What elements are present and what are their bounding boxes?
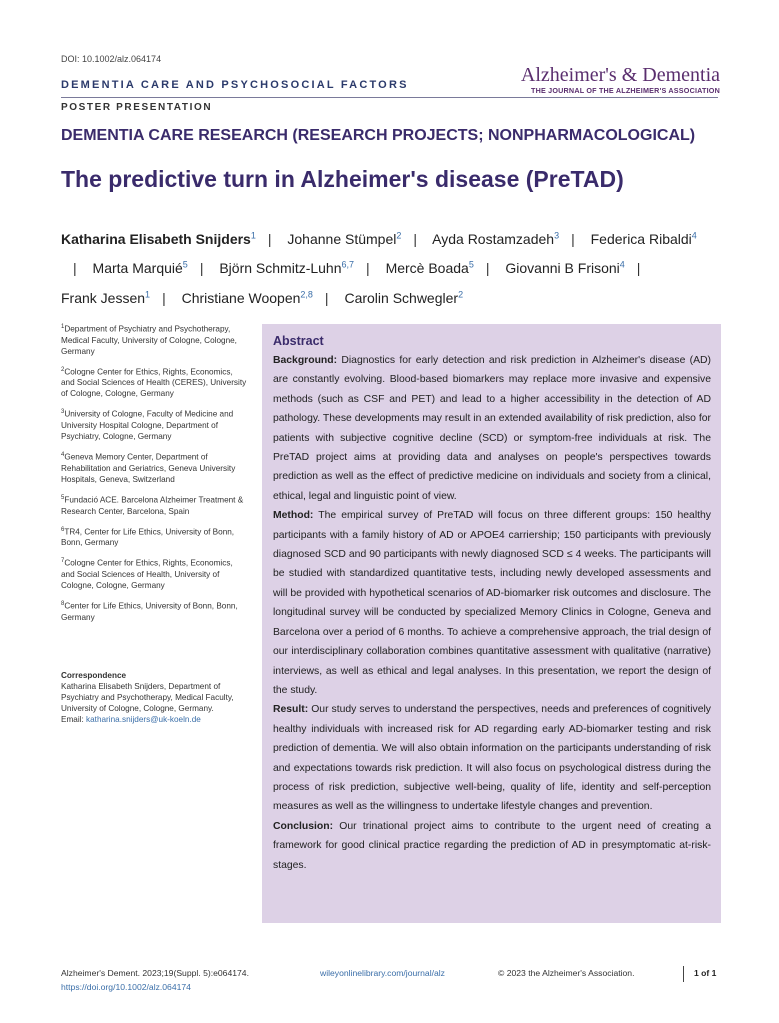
author-separator: | [73,260,77,277]
footer-copyright: © 2023 the Alzheimer's Association. [498,968,635,978]
affiliation-number: 3 [61,409,65,416]
author-name-text: Marta Marquié [92,260,183,277]
author-name [93,260,188,276]
author-name [182,290,313,306]
abstract-conclusion [273,817,711,875]
doi-line: DOI: 10.1002/alz.064174 [61,54,162,64]
author-name [386,260,474,276]
author-name [432,231,559,247]
affiliation-item [61,407,247,442]
journal-name: Alzheimer's & Dementia [520,64,720,86]
affiliation-number: 1 [61,324,65,330]
affiliation-text: Fundació ACE. Barcelona Alzheimer Treatment & Research Center, Barcelona, Spain [61,495,244,516]
article-title: The predictive turn in Alzheimer's disease (PreTAD) [61,166,624,192]
affiliation-item [61,450,247,485]
author-separator: | [636,260,641,277]
journal-logo [500,64,720,95]
author-affiliation-ref: 2 [458,289,464,300]
affiliation-item [61,493,247,517]
author-affiliation-ref: 5 [468,259,474,270]
author-name-text: Christiane Woopen [181,289,301,306]
author-name-text: Federica Ribaldi [590,230,692,247]
email-label: Email: [61,715,87,724]
author-name [219,260,354,276]
conclusion-label: Conclusion: [273,820,334,832]
author-name-text: Björn Schmitz-Luhn [219,260,342,277]
abstract-box [262,324,721,923]
background-label: Background: [273,355,338,366]
affiliation-text: Geneva Memory Center, Department of Rehabilitation and Geriatrics, Geneva University Hospitals, Geneva, Switzerland [61,452,236,484]
affiliation-item [61,365,247,400]
affiliation-number: 7 [61,558,65,565]
section-kicker: DEMENTIA CARE AND PSYCHOSOCIAL FACTORS [61,79,409,91]
author-name-text: Frank Jessen [61,289,146,306]
correspondence-heading: Correspondence [61,671,127,680]
author-separator: | [162,289,166,306]
affiliations [61,322,247,631]
result-label: Result: [273,704,309,716]
affiliation-text: Department of Psychiatry and Psychotherapy, Medical Faculty, University of Cologne, Cologne, Germany [61,324,237,356]
method-text: The empirical survey of PreTAD will focus on three different groups: 150 healthy participants with a family history of AD or APOE4 carriership; 150 participants with previously diagnosed SCD and 90 participants with newly diagnosed SCD ≤ 4 weeks. The participants will be studied with standardized quantitative tests, including newly developed assessments and will be provided with hypothetical scenarios of AD-biomarker risk outcomes and disclosure. The longitudinal survey will be conducted by specialized Memory Clinics in Cologne, Geneva and Barcelona over a period of 6 months. To achieve a comprehensive approach, the trial design of our interdisciplinary collaboration combines quantitative assessment with qualitative (narrative) interviews, as well as ethical and legal analyses. In this presentation, we report the design of the study. [273,510,711,696]
journal-subtitle: THE JOURNAL OF THE ALZHEIMER'S ASSOCIATION [530,86,720,95]
author-name-text: Johanne Stümpel [287,230,397,247]
author-list [61,222,721,311]
affiliation-item [61,322,247,357]
author-separator: | [485,260,490,277]
author-affiliation-ref: 1 [250,230,256,240]
email-link[interactable]: katharina.snijders@uk-koeln.de [86,715,201,724]
author-name [344,290,463,306]
author-name-text: Carolin Schwegler [344,289,459,306]
subject-heading: DEMENTIA CARE RESEARCH (RESEARCH PROJECTS; NONPHARMACOLOGICAL) [61,127,696,144]
author-name [505,260,624,276]
affiliation-text: TR4, Center for Life Ethics, University of Bonn, Bonn, Germany [61,527,235,548]
affiliation-number: 6 [61,526,65,533]
author-separator: | [366,260,370,277]
correspondence [61,670,247,725]
affiliation-text: Cologne Center for Ethics, Rights, Economics, and Social Sciences of Health, University of Cologne, Cologne, Germany [61,559,233,591]
author-separator: | [413,230,418,247]
affiliation-item [61,599,247,623]
affiliation-number: 5 [61,494,65,501]
abstract-method [273,506,711,700]
author-name-text: Giovanni B Frisoni [505,260,620,277]
author-affiliation-ref: 5 [182,259,188,270]
affiliation-item [61,525,247,549]
affiliation-number: 4 [61,452,65,459]
author-affiliation-ref: 4 [691,230,697,240]
footer-doi-link[interactable]: https://doi.org/10.1002/alz.064174 [61,982,191,992]
author-name [287,231,401,247]
poster-label: POSTER PRESENTATION [61,102,213,113]
author-name [61,290,150,306]
background-text: Diagnostics for early detection and risk prediction in Alzheimer's disease (AD) are constantly evolving. Blood-based biomarkers may replace more invasive and expensive methods (such as CSF and PET) and lead to a higher accessibility in the detection of AD pathology. These developments may result in an extended availability of risk prediction, also for patients with subjective cognitive decline (SCD) or symptom-free individuals at risk. The PreTAD project aims at providing data and analyses on people's perspectives towards prediction as well as the effect of predictive medicine on individuals and society from a clinical, ethical, legal and linguistic point of view. [273,355,711,502]
affiliation-item [61,556,247,591]
author-separator: | [324,289,329,306]
affiliation-text: Cologne Center for Ethics, Rights, Economics, and Social Sciences of Health (CERES), University of Cologne, Cologne, Germany [61,367,247,399]
affiliation-number: 2 [61,366,65,373]
footer-journal-url[interactable]: wileyonlinelibrary.com/journal/alz [320,968,445,978]
author-separator: | [571,230,575,247]
footer-citation: Alzheimer's Dement. 2023;19(Suppl. 5):e064174. [61,968,249,978]
affiliation-number: 8 [61,601,65,608]
abstract-background [273,351,711,506]
method-label: Method: [273,510,314,522]
affiliation-text: Center for Life Ethics, University of Bonn, Bonn, Germany [61,601,238,622]
footer-divider [683,966,684,982]
correspondence-email-line [61,714,247,725]
author-separator: | [267,230,272,247]
footer-page-number: 1 of 1 [694,968,717,978]
author-name [61,231,256,247]
author-affiliation-ref: 4 [619,259,625,270]
author-name-text: Ayda Rostamzadeh [432,230,555,247]
abstract-result [273,700,711,816]
abstract-title: Abstract [273,334,324,348]
author-affiliation-ref: 1 [145,289,151,300]
affiliation-text: University of Cologne, Faculty of Medicine and University Hospital Cologne, Department of Psychiatry, Cologne, Germany [61,410,234,442]
author-affiliation-ref: 2 [396,230,402,240]
conclusion-text: Our trinational project aims to contribute to the urgent need of creating a framework for good clinical practice regarding the prediction of AD in presymptomatic at-risk-stages. [273,820,712,871]
author-affiliation-ref: 6,7 [341,259,355,270]
author-affiliation-ref: 3 [554,230,560,240]
author-name-text: Katharina Elisabeth Snijders [61,230,251,247]
header-rule [61,97,718,98]
author-separator: | [199,260,204,277]
author-name-text: Mercè Boada [385,260,469,277]
result-text: Our study serves to understand the perspectives, needs and preferences of cognitively healthy individuals with increased risk for AD regarding early AD-biomarker testing and risk prediction of dementia. We will also obtain information on the participants understanding of risk and expectations towards risk prediction. It will also focus on psychological distress during the process of risk prediction, subjective well-being, quality of life, identity and self-perception measures as well as the willingness to undertake lifestyle changes and prevention. [273,704,711,813]
author-affiliation-ref: 2,8 [300,289,313,300]
author-name [591,231,697,247]
correspondence-text: Katharina Elisabeth Snijders, Department of Psychiatry and Psychotherapy, Medical Faculty, University of Cologne, Cologne, Germany. [61,682,234,713]
